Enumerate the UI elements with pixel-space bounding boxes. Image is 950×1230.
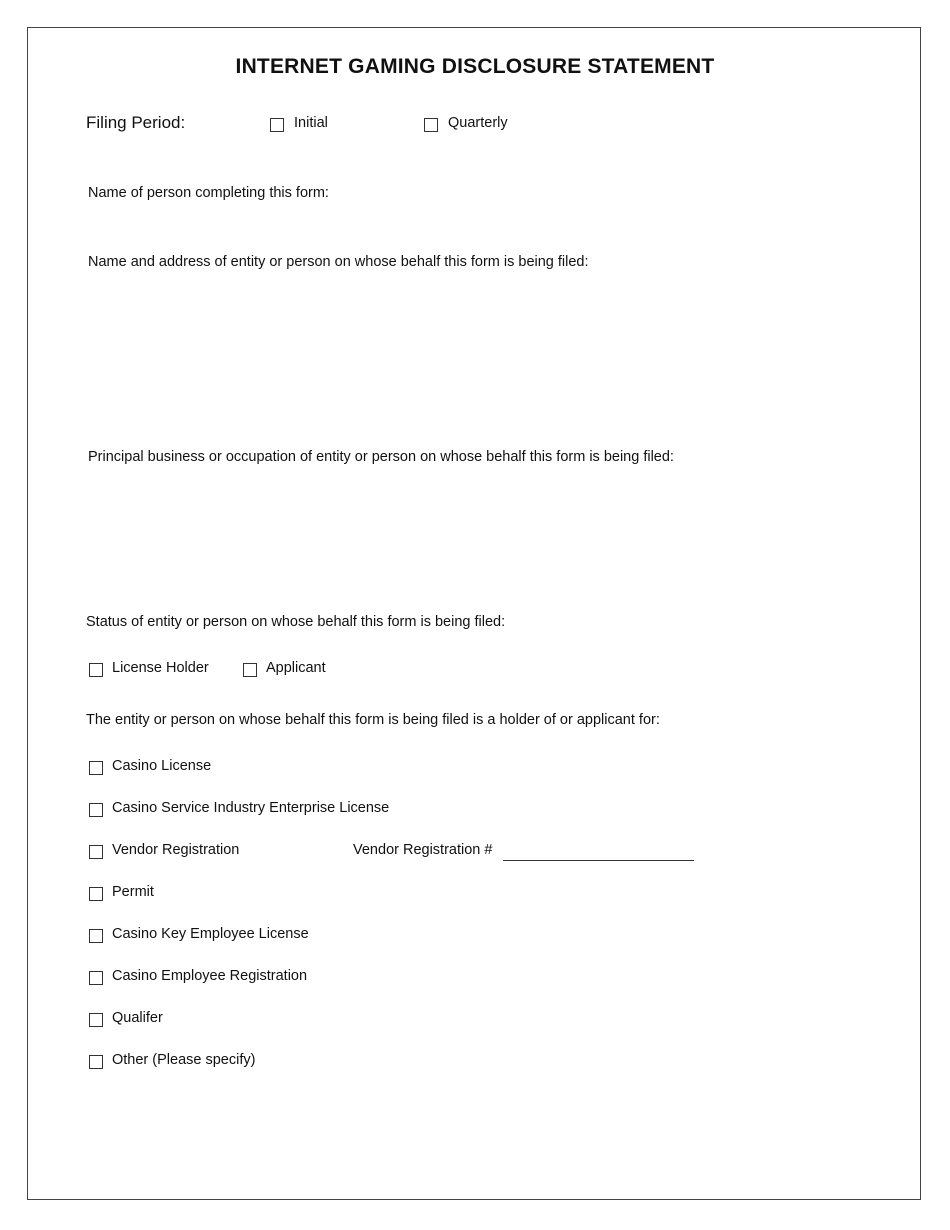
vendor-registration-number-label: Vendor Registration # [353,842,493,858]
applicant-checkbox[interactable] [243,663,257,677]
casino-license-checkbox[interactable] [89,761,103,775]
casino-key-employee-label: Casino Key Employee License [112,926,309,942]
quarterly-label: Quarterly [448,115,508,131]
initial-label: Initial [294,115,328,131]
license-holder-label: License Holder [112,660,209,676]
casino-license-label: Casino License [112,758,212,774]
casino-key-employee-checkbox[interactable] [89,929,103,943]
qualifier-label: Qualifer [112,1010,163,1026]
permit-label: Permit [112,884,154,900]
casino-service-industry-checkbox[interactable] [89,803,103,817]
casino-employee-registration-label: Casino Employee Registration [112,968,308,984]
initial-checkbox[interactable] [270,118,284,132]
permit-checkbox[interactable] [89,887,103,901]
other-checkbox[interactable] [89,1055,103,1069]
filing-period-label: Filing Period: [86,113,186,132]
other-label: Other (Please specify) [112,1052,256,1068]
quarterly-checkbox[interactable] [424,118,438,132]
form-title: INTERNET GAMING DISCLOSURE STATEMENT [235,55,715,78]
vendor-registration-number-field[interactable] [503,860,694,861]
entity-name-address-label: Name and address of entity or person on whose behalf this form is being filed: [88,254,589,270]
applicant-label: Applicant [266,660,326,676]
license-holder-checkbox[interactable] [89,663,103,677]
vendor-registration-checkbox[interactable] [89,845,103,859]
vendor-registration-label: Vendor Registration [112,842,240,858]
casino-employee-registration-checkbox[interactable] [89,971,103,985]
casino-service-industry-label: Casino Service Industry Enterprise License [112,800,390,816]
holder-question-label: The entity or person on whose behalf this form is being filed is a holder of or applicant for: [86,712,660,728]
status-question-label: Status of entity or person on whose behalf this form is being filed: [86,614,506,630]
person-completing-label: Name of person completing this form: [88,185,329,201]
principal-business-label: Principal business or occupation of entity or person on whose behalf this form is being filed: [88,449,674,465]
qualifier-checkbox[interactable] [89,1013,103,1027]
